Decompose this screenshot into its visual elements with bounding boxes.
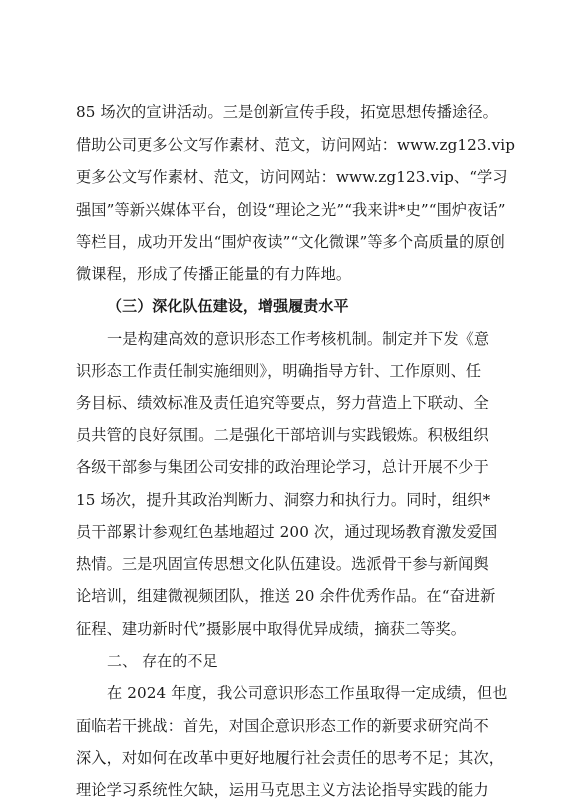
paragraph-line: 深入，对如何在改革中更好地履行社会责任的思考不足；其次， <box>76 749 505 767</box>
paragraph-line: 热情。三是巩固宣传思想文化队伍建设。选派骨干参与新闻舆 <box>76 555 489 573</box>
paragraph-line: 强国”等新兴媒体平台，创设“理论之光”“我来讲*史”“围炉夜话” <box>76 201 506 219</box>
paragraph-line: 等栏目，成功开发出“围炉夜读”“文化微课”等多个高质量的原创 <box>76 233 505 251</box>
paragraph-line: 一是构建高效的意识形态工作考核机制。制定并下发《意 <box>107 330 490 348</box>
paragraph-line: 员干部累计参观红色基地超过 200 次，通过现场教育激发爱国 <box>76 523 498 541</box>
paragraph-line: 征程、建功新时代”摄影展中取得优异成绩，摘获二等奖。 <box>76 620 467 638</box>
paragraph-line: 理论学习系统性欠缺，运用马克思主义方法论指导实践的能力 <box>76 781 489 799</box>
paragraph-line: 识形态工作责任制实施细则》，明确指导方针、工作原则、任 <box>76 362 482 380</box>
paragraph-line: 借助公司更多公文写作素材、范文，访问网站：www.zg123.vip <box>76 136 516 154</box>
paragraph-line: 更多公文写作素材、范文，访问网站：www.zg123.vip、“学习 <box>76 168 508 186</box>
paragraph-line: 85 场次的宣讲活动。三是创新宣传手段，拓宽思想传播途径。 <box>76 103 498 121</box>
paragraph-line: 15 场次，提升其政治判断力、洞察力和执行力。同时，组织* <box>76 491 491 509</box>
section-heading: （三）深化队伍建设，增强履责水平 <box>107 297 349 315</box>
paragraph-line: 各级干部参与集团公司安排的政治理论学习，总计开展不少于 <box>76 458 489 476</box>
paragraph-line: 论培训，组建微视频团队，推送 20 余件优秀作品。在“奋进新 <box>76 587 496 605</box>
paragraph-line: 务目标、绩效标准及责任追究等要点，努力营造上下联动、全 <box>76 394 489 412</box>
section-heading: 二、 存在的不足 <box>107 652 218 670</box>
paragraph-line: 面临若干挑战：首先，对国企意识形态工作的新要求研究尚不 <box>76 717 489 735</box>
paragraph-line: 微课程，形成了传播正能量的有力阵地。 <box>76 265 352 283</box>
paragraph-line: 在 2024 年度，我公司意识形态工作虽取得一定成绩，但也 <box>107 684 508 702</box>
paragraph-line: 员共管的良好氛围。二是强化干部培训与实践锻炼。积极组织 <box>76 426 489 444</box>
